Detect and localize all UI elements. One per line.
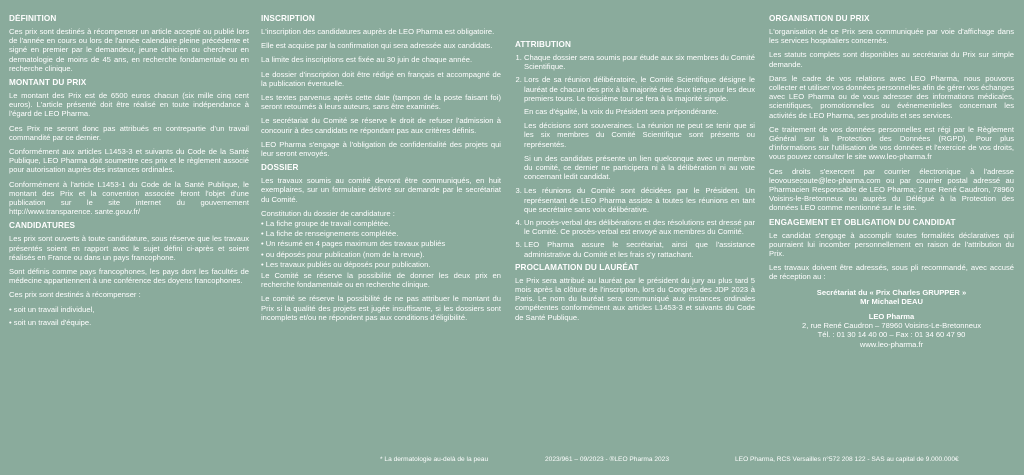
organisation-paragraph: Ces droits s'exercent par courrier électronique à l'adresse leovousecoute@leo-pharma.com ou par courrier postal adressé au Pharmacien Responsable de LEO Pharma; 2 rue René Caudron, 78960 Voisins-le-Bretonneux ou auprès du Délégué à la Protection des données LEO comme mentionné sur le site. <box>769 166 1014 213</box>
organisation-title: ORGANISATION DU PRIX <box>769 14 870 23</box>
attribution-list <box>515 53 755 103</box>
montant-section <box>9 78 249 216</box>
dossier-paragraph: Le Comité se réserve la possibilité de donner les deux prix en recherche fondamentale ou en recherche clinique. <box>261 271 501 290</box>
candidatures-paragraph: Sont définis comme pays francophones, les pays dont les facultés de médecine appartiennent à une conférence des doyens francophones. <box>9 267 249 286</box>
list-item: 2. Lors de sa réunion délibératoire, le Comité Scientifique désigne le lauréat de chacun des prix à la majorité des deux tiers pour les deux premiers tours. Le troisième tour se fera à la majorité simple. <box>524 75 755 103</box>
inscription-paragraph: Le dossier d'inscription doit être rédigé en français et accompagné de la publication éventuelle. <box>261 69 501 88</box>
contact-block <box>769 288 1014 349</box>
organisation-paragraph: Ce traitement de vos données personnelles est régi par le Règlement Général sur la Protection des Données (RGPD). Pour plus d'informations sur l'utilisation de vos données et l'exercice de vos droits, vous pouvez consulter le site www.leo-pharma.fr <box>769 124 1014 162</box>
postal-address: 2, rue René Caudron – 78960 Voisins-Le-Bretonneux <box>802 321 981 331</box>
inscription-paragraph: LEO Pharma s'engage à l'obligation de confidentialité des projets qui leur seront envoyés. <box>261 139 501 159</box>
dossier-section <box>261 163 501 322</box>
list-item: 1. Chaque dossier sera soumis pour étude aux six membres du Comité Scientifique. <box>524 53 755 71</box>
list-item: 4. Un procès-verbal des délibérations et des résolutions est dressé par le Comité. Ce procès-verbal est envoyé aux membres du Comité. <box>524 218 755 236</box>
list-item: • La fiche groupe de travail complétée. <box>261 219 391 229</box>
engagement-paragraph: Les travaux doivent être adressés, sous pli recommandé, avec accusé de réception au : <box>769 263 1014 282</box>
company-name: LEO Pharma <box>868 312 915 322</box>
column-2 <box>261 14 501 451</box>
montant-paragraph: Le montant des Prix est de 6500 euros chacun (six mille cinq cent euros). L'article présenté doit être réalisé en toute indépendance à l'égard de LEO Pharma. <box>9 91 249 119</box>
list-item: • soit un travail d'équipe. <box>9 317 92 327</box>
footer-legal: LEO Pharma, RCS Versailles n°572 208 122 - SAS au capital de 9.000.000€ <box>735 456 959 463</box>
inscription-paragraph: Elle est acquise par la confirmation qui sera adressée aux candidats. <box>261 41 493 51</box>
secretariat-name: Secrétariat du « Prix Charles GRUPPER » <box>816 287 967 297</box>
proclamation-text: Le Prix sera attribué au lauréat par le président du jury au plus tard 5 mois après la clôture de l'inscription, lors du Congrès des JDP 2023 à Paris. Le nom du lauréat sera communiqué aux instances ordinales compétentes conformément aux articles L1453-3 et suivants du Code de Santé Publique. <box>515 275 755 322</box>
attribution-list-continued <box>515 186 755 258</box>
proclamation-title: PROCLAMATION DU LAURÉAT <box>515 262 639 272</box>
website: www.leo-pharma.fr <box>859 339 924 349</box>
montant-title: MONTANT DU PRIX <box>9 78 87 88</box>
column-4 <box>769 14 1014 451</box>
candidatures-section <box>9 221 249 327</box>
attribution-title: ATTRIBUTION <box>515 40 571 49</box>
engagement-paragraph: Le candidat s'engage à accomplir toutes formalités déclaratives qui pourraient lui incomber personnellement en raison de l'attribution du Prix. <box>769 230 1014 259</box>
list-item: • Un résumé en 4 pages maximum des travaux publiés <box>261 239 446 249</box>
proclamation-section <box>515 263 755 322</box>
inscription-section <box>261 14 501 158</box>
candidatures-list <box>9 305 249 327</box>
organisation-paragraph: Les statuts complets sont disponibles au secrétariat du Prix sur simple demande. <box>769 50 1014 69</box>
inscription-title: INSCRIPTION <box>261 14 315 23</box>
attribution-subparagraph: Si un des candidats présente un lien quelconque avec un membre du comité, ce dernier ne participera ni à la délibération ni au vote concernant ledit candidat. <box>524 153 755 182</box>
contact-name: Mr Michael DEAU <box>860 296 923 306</box>
list-item: • La fiche de renseignements complétée. <box>261 229 399 239</box>
definition-text: Ces prix sont destinés à récompenser un article accepté ou publié lors de l'année en cours ou lors de l'année calendaire pleine précédente et signé en premier par le demandeur, jeune clinicien ou chercheur en dermatologie de moins de 45 ans, en recherche fondamentale ou en recherche clinique. <box>9 27 249 73</box>
list-item: • ou déposés pour publication (nom de la revue). <box>261 249 425 259</box>
list-item: 5. LEO Pharma assure le secrétariat, ainsi que l'assistance administrative du Comité et les frais s'y rattachant. <box>524 240 755 258</box>
inscription-paragraph: L'inscription des candidatures auprès de LEO Pharma est obligatoire. <box>261 27 495 36</box>
column-3 <box>515 40 755 451</box>
organisation-paragraph: L'organisation de ce Prix sera communiquée par voie d'affichage dans les services hospitaliers concernés. <box>769 27 1014 46</box>
dossier-list <box>261 219 501 269</box>
engagement-section <box>769 218 1014 349</box>
engagement-title: ENGAGEMENT ET OBLIGATION DU CANDIDAT <box>769 217 956 227</box>
montant-paragraph: Conformément à l'article L1453-1 du Code de la Santé Publique, le montant des Prix et la convention associée feront l'objet d'une publication sur le site internet du gouvernement http://www.transparence. sante.gouv.fr/ <box>9 179 249 217</box>
dossier-constitution: Constitution du dossier de candidature : <box>261 208 395 218</box>
candidatures-title: CANDIDATURES <box>9 221 76 231</box>
organisation-section <box>769 14 1014 213</box>
inscription-paragraph: Le secrétariat du Comité se réserve le droit de refuser l'admission à concourir à des candidats ne répondant pas aux critères définis. <box>261 116 501 135</box>
dossier-title: DOSSIER <box>261 163 299 173</box>
candidatures-paragraph: Ces prix sont destinés à récompenser : <box>9 290 141 300</box>
attribution-subparagraph: En cas d'égalité, la voix du Président sera prépondérante. <box>524 107 719 117</box>
footer <box>0 455 1024 469</box>
list-item: • soit un travail individuel, <box>9 304 95 314</box>
definition-title: DÉFINITION <box>9 14 57 23</box>
inscription-paragraph: La limite des inscriptions est fixée au 30 juin de chaque année. <box>261 55 473 65</box>
footer-note: * La dermatologie au-delà de la peau <box>380 456 489 463</box>
montant-paragraph: Ces Prix ne seront donc pas attribués en contrepartie d'un travail commandité par ce dernier. <box>9 123 249 142</box>
dossier-paragraph: Le comité se réserve la possibilité de ne pas attribuer le montant du Prix si la qualité des projets est jugée insuffisante, si les dossiers sont incomplets et/ou ne répondent pas aux conditions d'éligibilité. <box>261 294 501 322</box>
montant-paragraph: Conformément aux articles L1453-3 et suivants du Code de la Santé Publique, LEO Pharma doit soumettre ces prix et le règlement associé pour autorisation auprès des instances ordinales. <box>9 147 249 175</box>
inscription-paragraph: Les textes parvenus après cette date (tampon de la poste faisant foi) seront retournés à leurs auteurs, sans être examinés. <box>261 93 501 112</box>
list-item: • Les travaux publiés ou déposés pour publication. <box>261 259 431 269</box>
phone-fax: Tél. : 01 30 14 40 00 – Fax : 01 34 60 47 90 <box>817 330 966 340</box>
attribution-section <box>515 40 755 259</box>
organisation-paragraph: Dans le cadre de vos relations avec LEO Pharma, nous pouvons collecter et utiliser vos données personnelles afin de gérer vos échanges avec LEO Pharma ou de vous adresser des informations médicales, scientifiques, promotionnelles ou événementielles concernant les activités de LEO Pharma, ses produits et ses services. <box>769 73 1014 120</box>
definition-section <box>9 14 249 73</box>
attribution-subparagraph: Les décisions sont souveraines. La réunion ne peut se tenir que si les six membres du Comité Scientifique sont présents ou représentés. <box>524 121 755 149</box>
footer-reference: 2023/961 – 09/2023 - ®LEO Pharma 2023 <box>545 456 669 463</box>
column-1 <box>9 14 249 451</box>
list-item: 3. Les réunions du Comité sont décidées par le Président. Un représentant de LEO Pharma assiste à toutes les réunions en tant que secrétaire sans voix délibérative. <box>524 186 755 214</box>
candidatures-paragraph: Les prix sont ouverts à toute candidature, sous réserve que les travaux présentés soient en rapport avec le sujet défini ci-après et soient réalisés en France ou dans un pays francophone. <box>9 234 249 262</box>
dossier-intro: Les travaux soumis au comité devront être communiqués, en huit exemplaires, sur un formulaire délivré sur demande par le secrétariat du Comité. <box>261 176 501 204</box>
